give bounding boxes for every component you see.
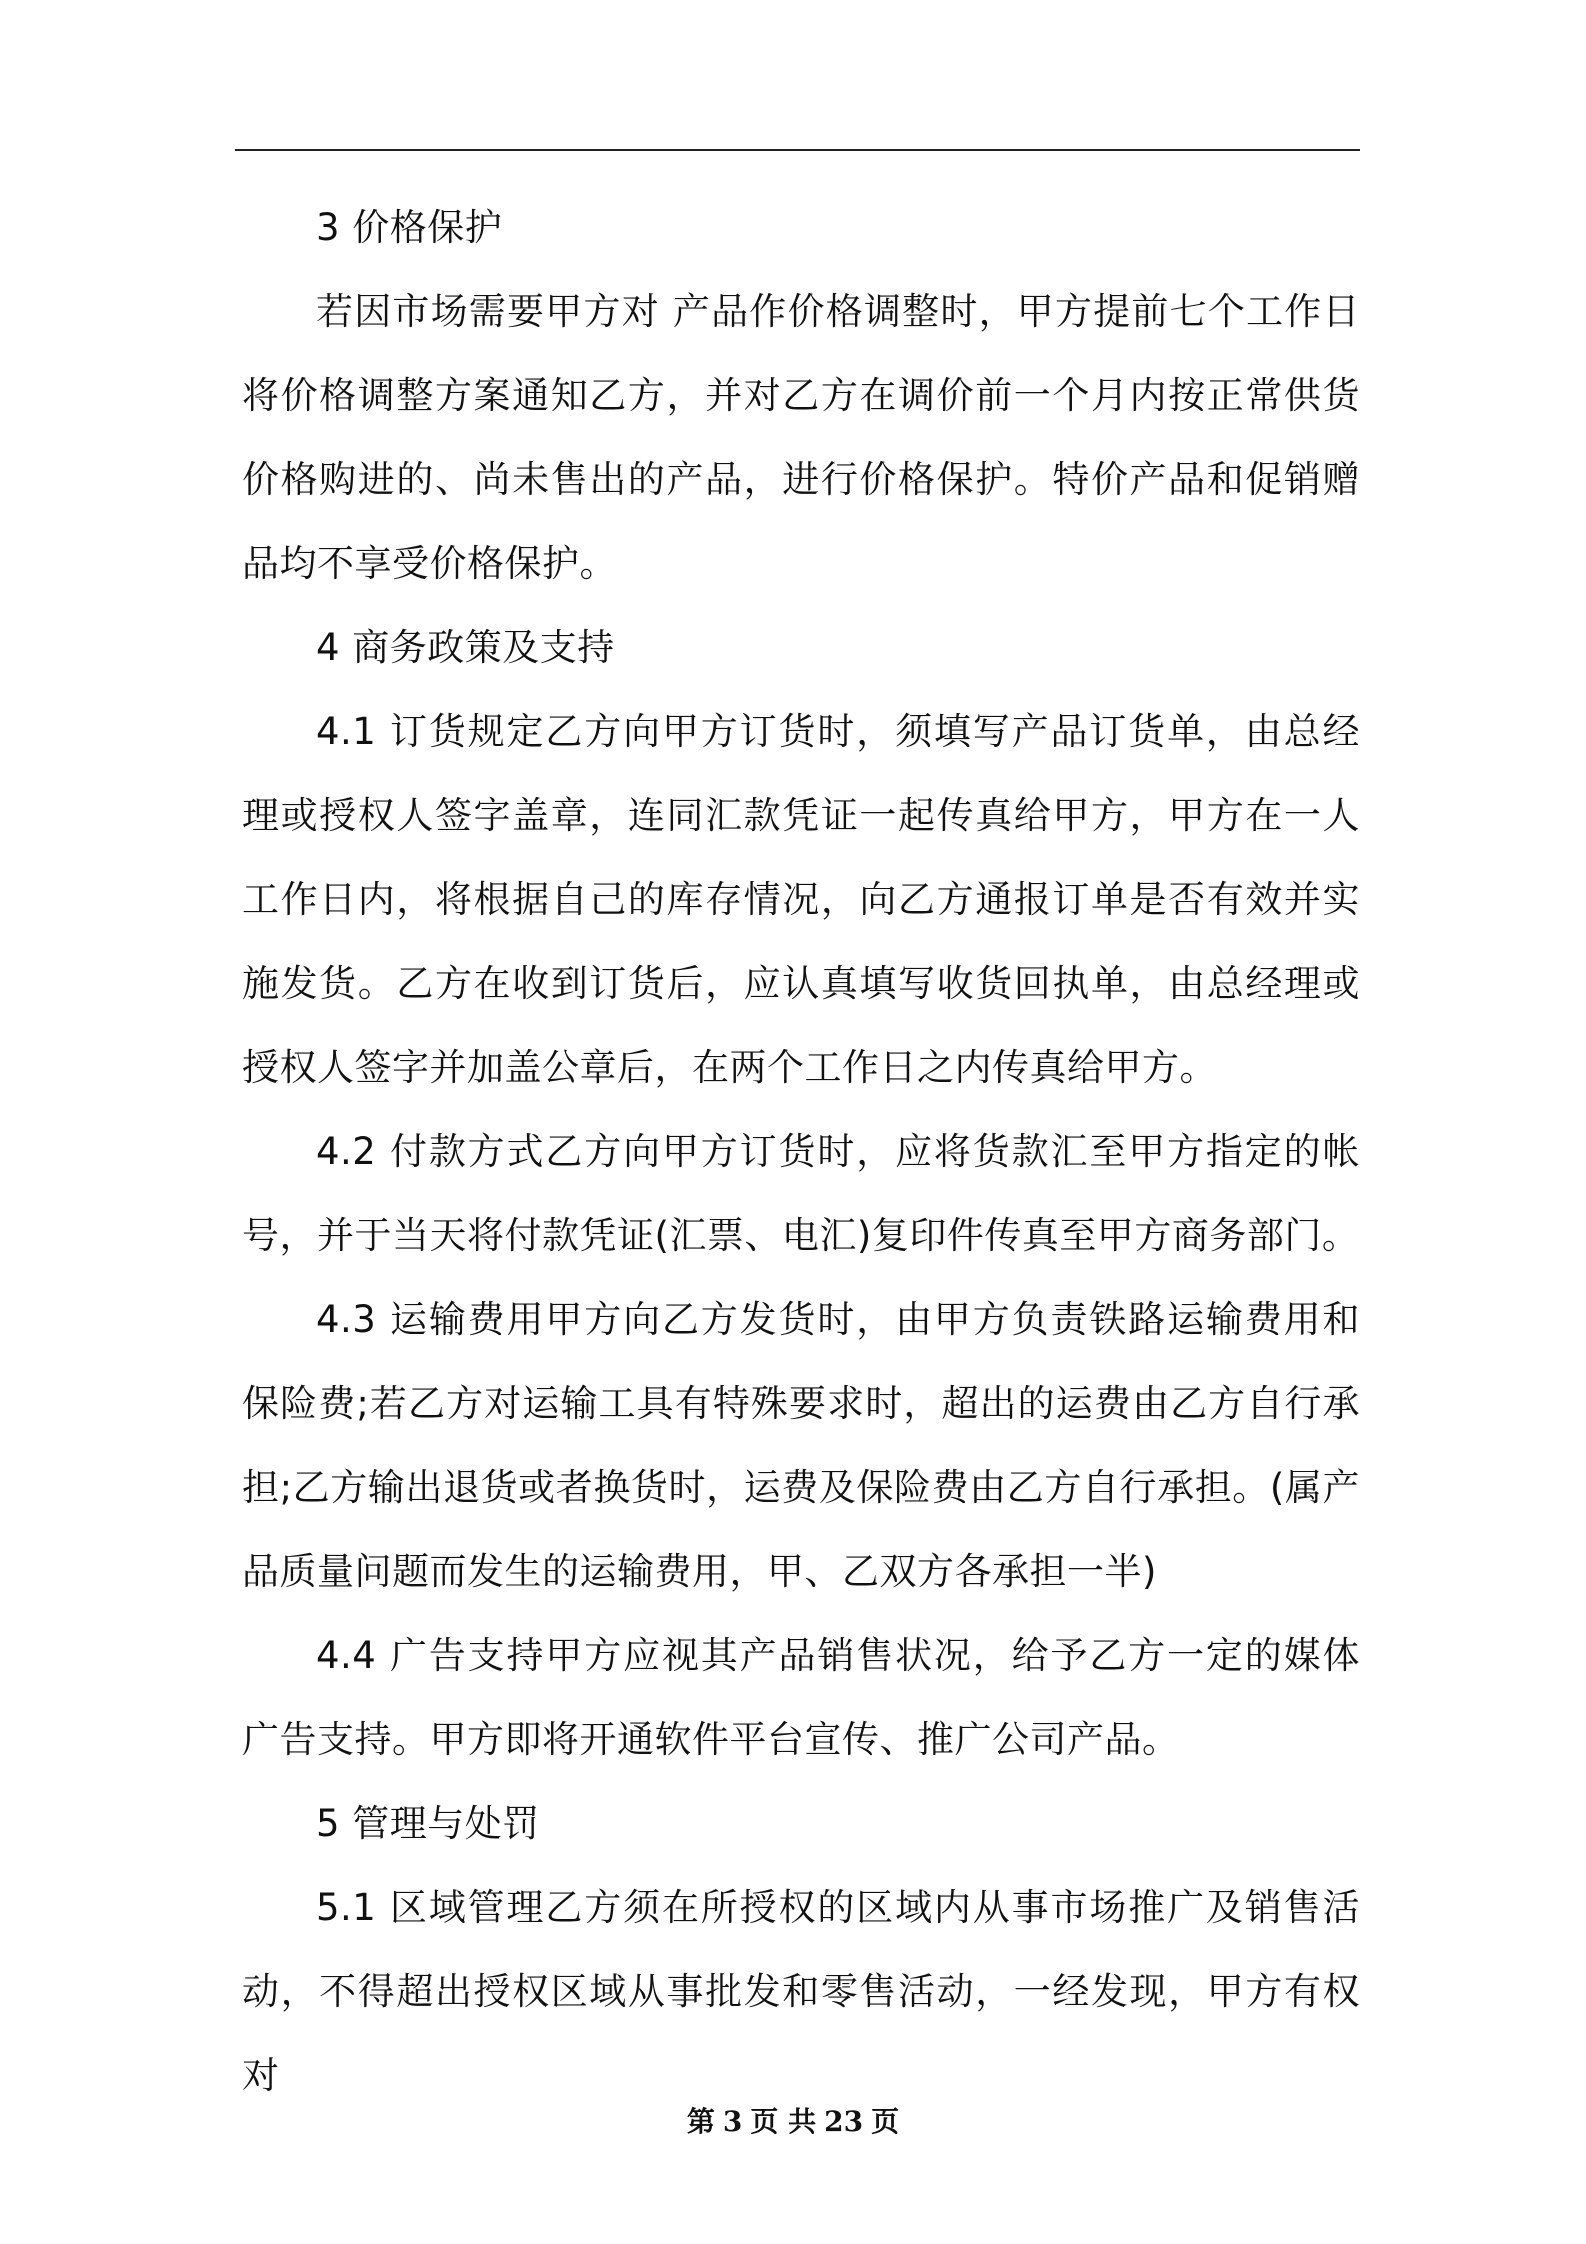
paragraph-4-3: 4.3 运输费用甲方向乙方发货时，由甲方负责铁路运输费用和保险费;若乙方对运输工具有特殊要求时，超出的运费由乙方自行承担;乙方输出退货或者换货时，运费及保险费由乙方自行承担。(属产品质量问题而发生的运输费用，甲、乙双方各承担一半) <box>242 1298 1360 1593</box>
page-number-footer <box>0 2100 1586 2140</box>
section-heading-4: 4 商务政策及支持 <box>316 626 615 669</box>
footer-total-pages: 23 <box>824 2105 864 2138</box>
section-heading-3: 3 价格保护 <box>316 206 503 249</box>
section-heading-5: 5 管理与处罚 <box>316 1802 540 1845</box>
footer-prefix: 第 <box>686 2105 715 2138</box>
footer-current-page: 3 <box>722 2105 743 2138</box>
footer-middle: 页 共 <box>750 2105 817 2138</box>
paragraph-4-1: 4.1 订货规定乙方向甲方订货时，须填写产品订货单，由总经理或授权人签字盖章，连同汇款凭证一起传真给甲方，甲方在一人工作日内，将根据自己的库存情况，向乙方通报订单是否有效并实施发货。乙方在收到订货后，应认真填写收货回执单，由总经理或授权人签字并加盖公章后，在两个工作日之内传真给甲方。 <box>242 710 1360 1089</box>
paragraph-5-1: 5.1 区域管理乙方须在所授权的区域内从事市场推广及销售活动，不得超出授权区域从事批发和零售活动，一经发现，甲方有权对 <box>242 1886 1360 2097</box>
paragraph-price-protection: 若因市场需要甲方对 产品作价格调整时，甲方提前七个工作日将价格调整方案通知乙方，并对乙方在调价前一个月内按正常供货价格购进的、尚未售出的产品，进行价格保护。特价产品和促销赠品均不享受价格保护。 <box>242 290 1360 585</box>
paragraph-4-2: 4.2 付款方式乙方向甲方订货时，应将货款汇至甲方指定的帐号，并于当天将付款凭证(汇票、电汇)复印件传真至甲方商务部门。 <box>242 1130 1360 1257</box>
header-rule <box>235 149 1360 151</box>
document-body <box>242 186 1360 2118</box>
footer-suffix: 页 <box>871 2105 900 2138</box>
paragraph-4-4: 4.4 广告支持甲方应视其产品销售状况，给予乙方一定的媒体广告支持。甲方即将开通软件平台宣传、推广公司产品。 <box>242 1634 1360 1761</box>
